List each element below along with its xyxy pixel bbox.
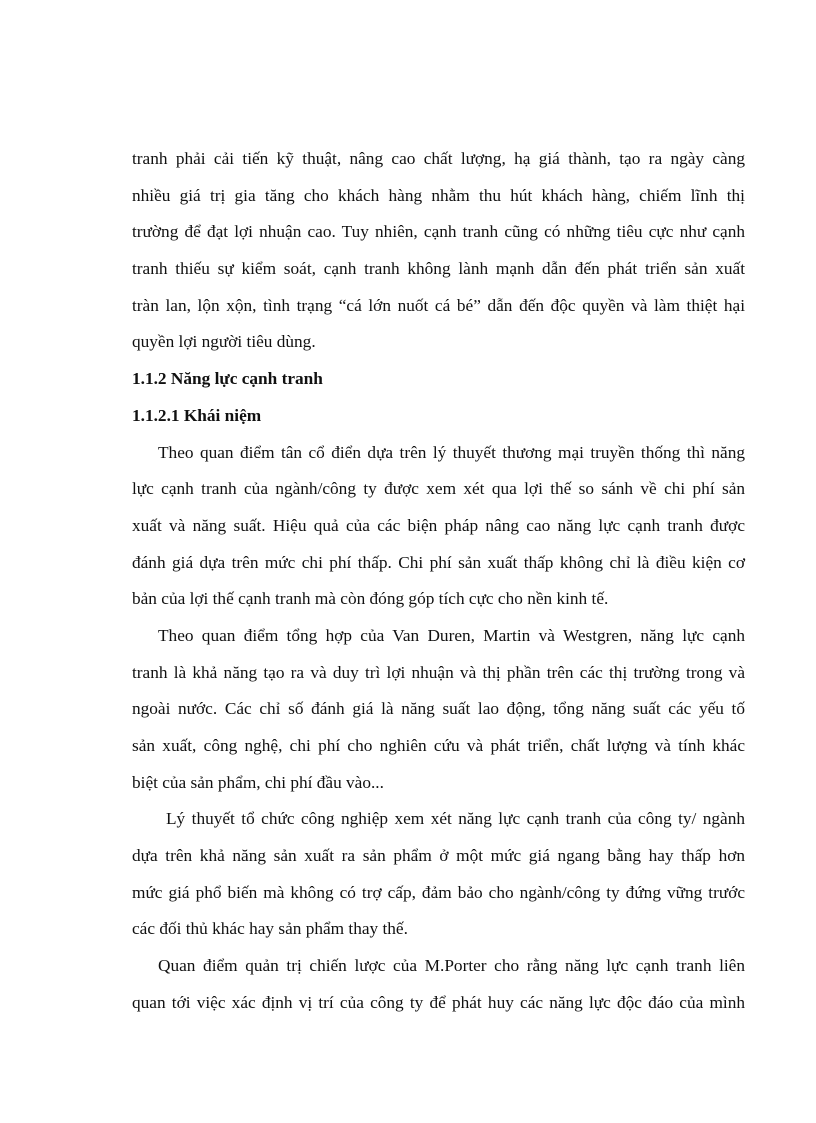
text-line: tranh là khả năng tạo ra và duy trì lợi nhuận và thị phần trên các thị trường trong và [132, 662, 745, 682]
text-line: tranh thiếu sự kiểm soát, cạnh tranh không lành mạnh dẫn đến phát triển sản xuất [132, 259, 745, 279]
text-line: xuất và năng suất. Hiệu quả của các biện pháp nâng cao năng lực cạnh tranh được [132, 515, 745, 535]
text-line: bản của lợi thế cạnh tranh mà còn đóng góp tích cực cho nền kinh tế. [132, 589, 609, 609]
text-line: các đối thủ khác hay sản phẩm thay thế. [132, 919, 408, 939]
text-line: trường để đạt lợi nhuận cao. Tuy nhiên, cạnh tranh cũng có những tiêu cực như cạnh [132, 222, 745, 242]
paragraph-5 [132, 948, 745, 1021]
body-text [132, 141, 745, 1022]
text-line: tranh phải cải tiến kỹ thuật, nâng cao chất lượng, hạ giá thành, tạo ra ngày càng [132, 149, 745, 168]
text-line: dựa trên khả năng sản xuất ra sản phẩm ở một mức giá ngang bằng hay thấp hơn [132, 846, 745, 866]
text-line: ngoài nước. Các chỉ số đánh giá là năng suất lao động, tổng năng suất các yếu tố [132, 699, 745, 719]
text-line: sản xuất, công nghệ, chi phí cho nghiên cứu và phát triển, chất lượng và tính khác [132, 736, 745, 755]
text-line: biệt của sản phẩm, chi phí đầu vào... [132, 772, 384, 792]
paragraph-1 [132, 141, 745, 361]
text-line: Lý thuyết tổ chức công nghiệp xem xét năng lực cạnh tranh của công ty/ ngành [166, 809, 745, 829]
paragraph-2 [132, 435, 745, 618]
text-line: mức giá phổ biến mà không có trợ cấp, đảm bảo cho ngành/công ty đứng vững trước [132, 882, 745, 902]
text-line: quan tới việc xác định vị trí của công ty để phát huy các năng lực độc đáo của mình [132, 992, 745, 1012]
paragraph-4 [132, 801, 745, 948]
subsection-heading: 1.1.2.1 Khái niệm [132, 405, 262, 425]
text-line: quyền lợi người tiêu dùng. [132, 332, 316, 352]
paragraph-3 [132, 618, 745, 801]
text-line: Quan điểm quản trị chiến lược của M.Porter cho rằng năng lực cạnh tranh liên [158, 956, 745, 976]
text-line: lực cạnh tranh của ngành/công ty được xem xét qua lợi thế so sánh về chi phí sản [132, 479, 745, 499]
section-heading: 1.1.2 Năng lực cạnh tranh [132, 369, 323, 389]
text-line: đánh giá dựa trên mức chi phí thấp. Chi phí sản xuất thấp không chỉ là điều kiện cơ [132, 552, 745, 572]
text-line: tràn lan, lộn xộn, tình trạng “cá lớn nuốt cá bé” dẫn đến độc quyền và làm thiệt hại [132, 295, 745, 315]
text-line: Theo quan điểm tân cổ điển dựa trên lý thuyết thương mại truyền thống thì năng [158, 442, 745, 462]
text-line: nhiều giá trị gia tăng cho khách hàng nhằm thu hút khách hàng, chiếm lĩnh thị [132, 185, 745, 205]
text-line: Theo quan điểm tổng hợp của Van Duren, Martin và Westgren, năng lực cạnh [158, 625, 745, 645]
